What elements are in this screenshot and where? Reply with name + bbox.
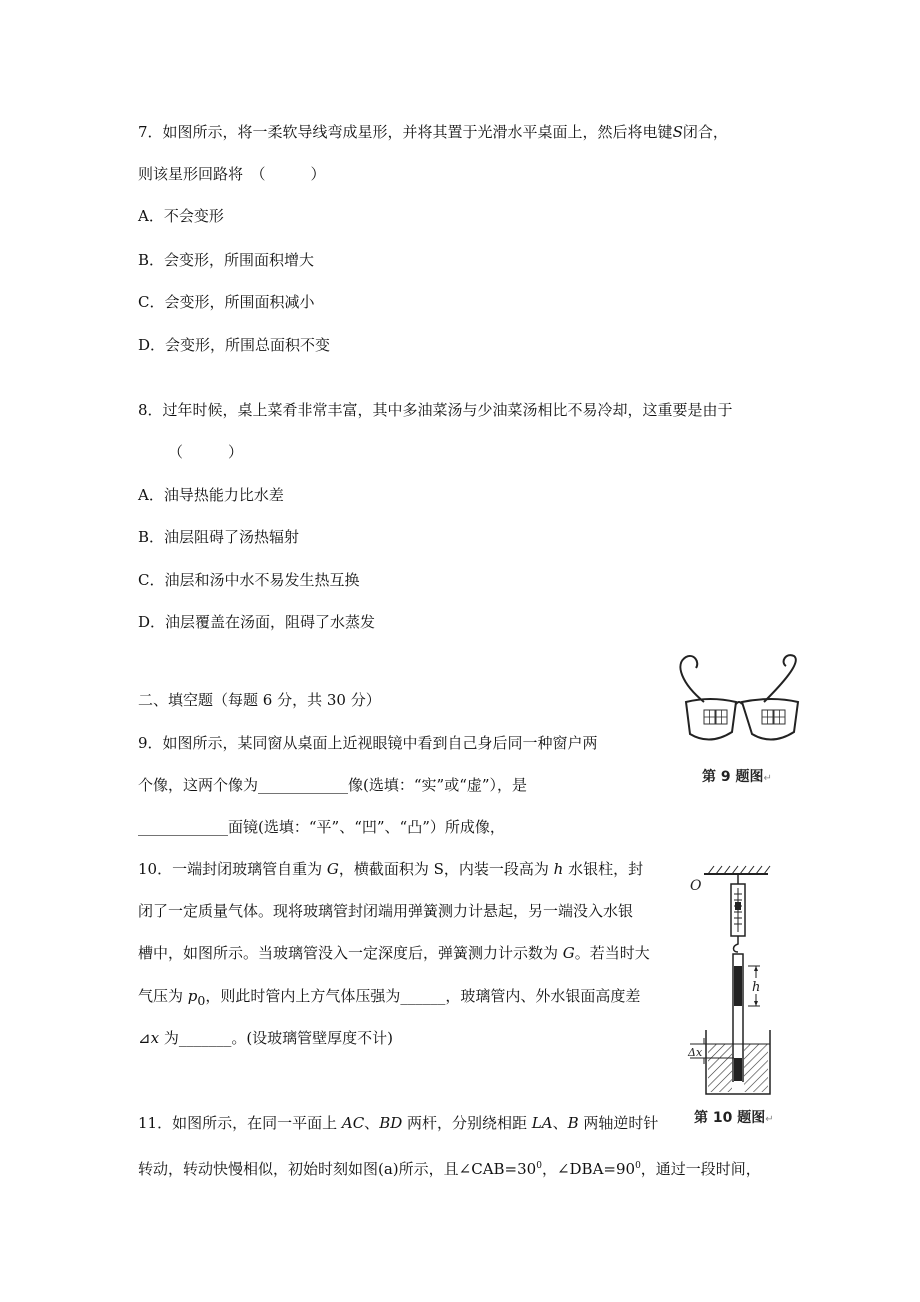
q11-line1: 11．如图所示，在同一平面上 AC、BD 两杆，分别绕相距 LA、B 两轴逆时针 — [138, 1114, 659, 1132]
point-o-label: O — [690, 878, 702, 894]
q8-option-c: C．油层和汤中水不易发生热互换 — [138, 571, 360, 589]
q10-line3: 槽中，如图所示。当玻璃管没入一定深度后，弹簧测力计示数为 G。若当时大 — [138, 944, 650, 962]
section-2-title: 二、填空题（每题 6 分，共 30 分） — [138, 691, 381, 709]
q8-stem-line2: （ ） — [168, 443, 244, 461]
q7-stem-line1: 7．如图所示，将一柔软导线弯成星形，并将其置于光滑水平桌面上，然后将电键S闭合， — [138, 123, 728, 141]
q8-stem-line1: 8．过年时候，桌上菜肴非常丰富，其中多油菜汤与少油菜汤相比不易冷却，这重要是由于 — [138, 401, 733, 419]
q9-figure-caption: 第 9 题图↵ — [702, 769, 772, 785]
q10-line4: 气压为 $p_0$，则此时管内上方气体压强为______，玻璃管内、外水银面高度差 — [138, 987, 641, 1008]
q8-option-a: A．油导热能力比水差 — [138, 486, 284, 504]
q7-option-c: C．会变形，所围面积减小 — [138, 293, 315, 311]
q10-line5: ⊿x 为_______。(设玻璃管壁厚度不计) — [138, 1029, 394, 1047]
q10-line2: 闭了一定质量气体。现将玻璃管封闭端用弹簧测力计悬起，另一端没入水银 — [138, 902, 634, 920]
q7-option-b: B．会变形，所围面积增大 — [138, 251, 315, 269]
q7-stem-line2: 则该星形回路将 （ ） — [138, 165, 326, 183]
glass-tube-figure — [686, 862, 774, 1100]
q9-line1: 9．如图所示，某同窗从桌面上近视眼镜中看到自己身后同一种窗户两 — [138, 734, 598, 752]
q8-option-d: D．油层覆盖在汤面，阻碍了水蒸发 — [138, 613, 376, 631]
glasses-figure — [672, 654, 818, 750]
q9-line3: ____________面镜(选填：“平”、“凹”、“凸”）所成像， — [138, 818, 505, 836]
q8-option-b: B．油层阻碍了汤热辐射 — [138, 528, 300, 546]
q10-figure-caption: 第 10 题图↵ — [694, 1110, 774, 1126]
q7-option-d: D．会变形，所围总面积不变 — [138, 336, 331, 354]
q10-line1: 10．一端封闭玻璃管自重为 G，横截面积为 S，内装一段高为 h 水银柱，封 — [138, 860, 644, 878]
q11-line2: 转动，转动快慢相似，初始时刻如图(a)所示，且$\angle CAB=30^0$，$\angle DBA=90^0$，通过一段时间， — [138, 1160, 761, 1178]
mercury-column — [734, 966, 742, 1006]
delta-x-label: Δx — [688, 1046, 703, 1059]
q7-option-a: A．不会变形 — [138, 207, 224, 225]
q9-line2: 个像，这两个像为____________像(选填：“实”或“虚”），是 — [138, 776, 528, 794]
height-h-label: h — [752, 980, 761, 995]
scale-hook — [734, 936, 739, 952]
